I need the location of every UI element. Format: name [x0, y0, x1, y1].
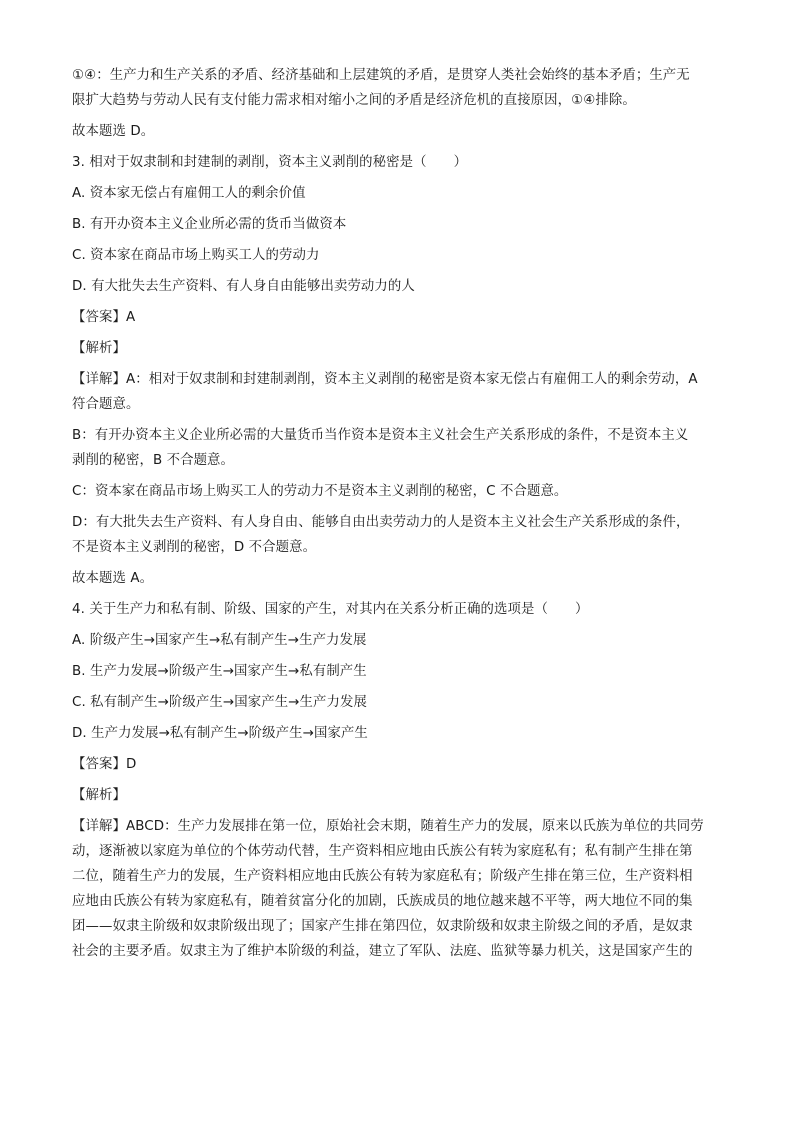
question-3-answer: 【答案】A [72, 310, 136, 325]
text-line: 故本题选 A。 [72, 571, 154, 586]
question-3-stem: 3. 相对于奴隶制和封建制的剥削，资本主义剥削的秘密是（ ） [72, 155, 468, 170]
question-3-option-a: A. 资本家无偿占有雇佣工人的剩余价值 [72, 186, 306, 201]
text-line: 符合题意。 [72, 397, 140, 412]
text-line: 【详解】A：相对于奴隶制和封建制剥削，资本主义剥削的秘密是资本家无偿占有雇佣工人的剩余劳动，A [72, 372, 698, 387]
question-4-option-d: D. 生产力发展→私有制产生→阶级产生→国家产生 [72, 726, 368, 741]
question-3-option-d: D. 有大批失去生产资料、有人身自由能够出卖劳动力的人 [72, 279, 415, 294]
document-page [72, 66, 724, 973]
question-4-option-b: B. 生产力发展→阶级产生→国家产生→私有制产生 [72, 664, 367, 679]
text-line: D：有大批失去生产资料、有人身自由、能够自由出卖劳动力的人是资本主义社会生产关系形成的条件， [72, 515, 690, 530]
text-line: 【详解】ABCD：生产力发展排在第一位，原始社会末期，随着生产力的发展，原来以氏族为单位的共同劳 [72, 819, 704, 834]
question-4-answer: 【答案】D [72, 757, 137, 772]
question-3-option-b: B. 有开办资本主义企业所必需的货币当做资本 [72, 217, 347, 232]
question-4-analysis-heading: 【解析】 [72, 788, 126, 803]
question-3-option-c: C. 资本家在商品市场上购买工人的劳动力 [72, 248, 320, 263]
text-line: 限扩大趋势与劳动人民有支付能力需求相对缩小之间的矛盾是经济危机的直接原因，①④排除。 [72, 93, 636, 108]
text-line: 剥削的秘密，B 不合题意。 [72, 453, 235, 468]
question-3-analysis-heading: 【解析】 [72, 341, 126, 356]
text-line: 团——奴隶主阶级和奴隶阶级出现了；国家产生排在第四位，奴隶阶级和奴隶主阶级之间的矛盾，是奴隶 [72, 919, 693, 934]
text-line: 应地由氏族公有转为家庭私有，随着贫富分化的加剧，氏族成员的地位越来越不平等，两大地位不同的集 [72, 894, 693, 909]
text-line: 故本题选 D。 [72, 124, 155, 139]
text-line: 社会的主要矛盾。奴隶主为了维护本阶级的利益，建立了军队、法庭、监狱等暴力机关，这是国家产生的 [72, 944, 693, 959]
text-line: C：资本家在商品市场上购买工人的劳动力不是资本主义剥削的秘密，C 不合题意。 [72, 484, 568, 499]
text-line: B：有开办资本主义企业所必需的大量货币当作资本是资本主义社会生产关系形成的条件，不是资本主义 [72, 428, 689, 443]
question-4-option-a: A. 阶级产生→国家产生→私有制产生→生产力发展 [72, 633, 367, 648]
text-line: 不是资本主义剥削的秘密，D 不合题意。 [72, 540, 317, 555]
text-line: ①④：生产力和生产关系的矛盾、经济基础和上层建筑的矛盾，是贯穿人类社会始终的基本矛盾；生产无 [72, 68, 690, 83]
text-line: 动，逐渐被以家庭为单位的个体劳动代替，生产资料相应地由氏族公有转为家庭私有；私有制产生排在第 [72, 844, 693, 859]
question-4-option-c: C. 私有制产生→阶级产生→国家产生→生产力发展 [72, 695, 367, 710]
question-4-stem: 4. 关于生产力和私有制、阶级、国家的产生，对其内在关系分析正确的选项是（ ） [72, 602, 589, 617]
text-line: 二位，随着生产力的发展，生产资料相应地由氏族公有转为家庭私有；阶级产生排在第三位，生产资料相 [72, 869, 693, 884]
